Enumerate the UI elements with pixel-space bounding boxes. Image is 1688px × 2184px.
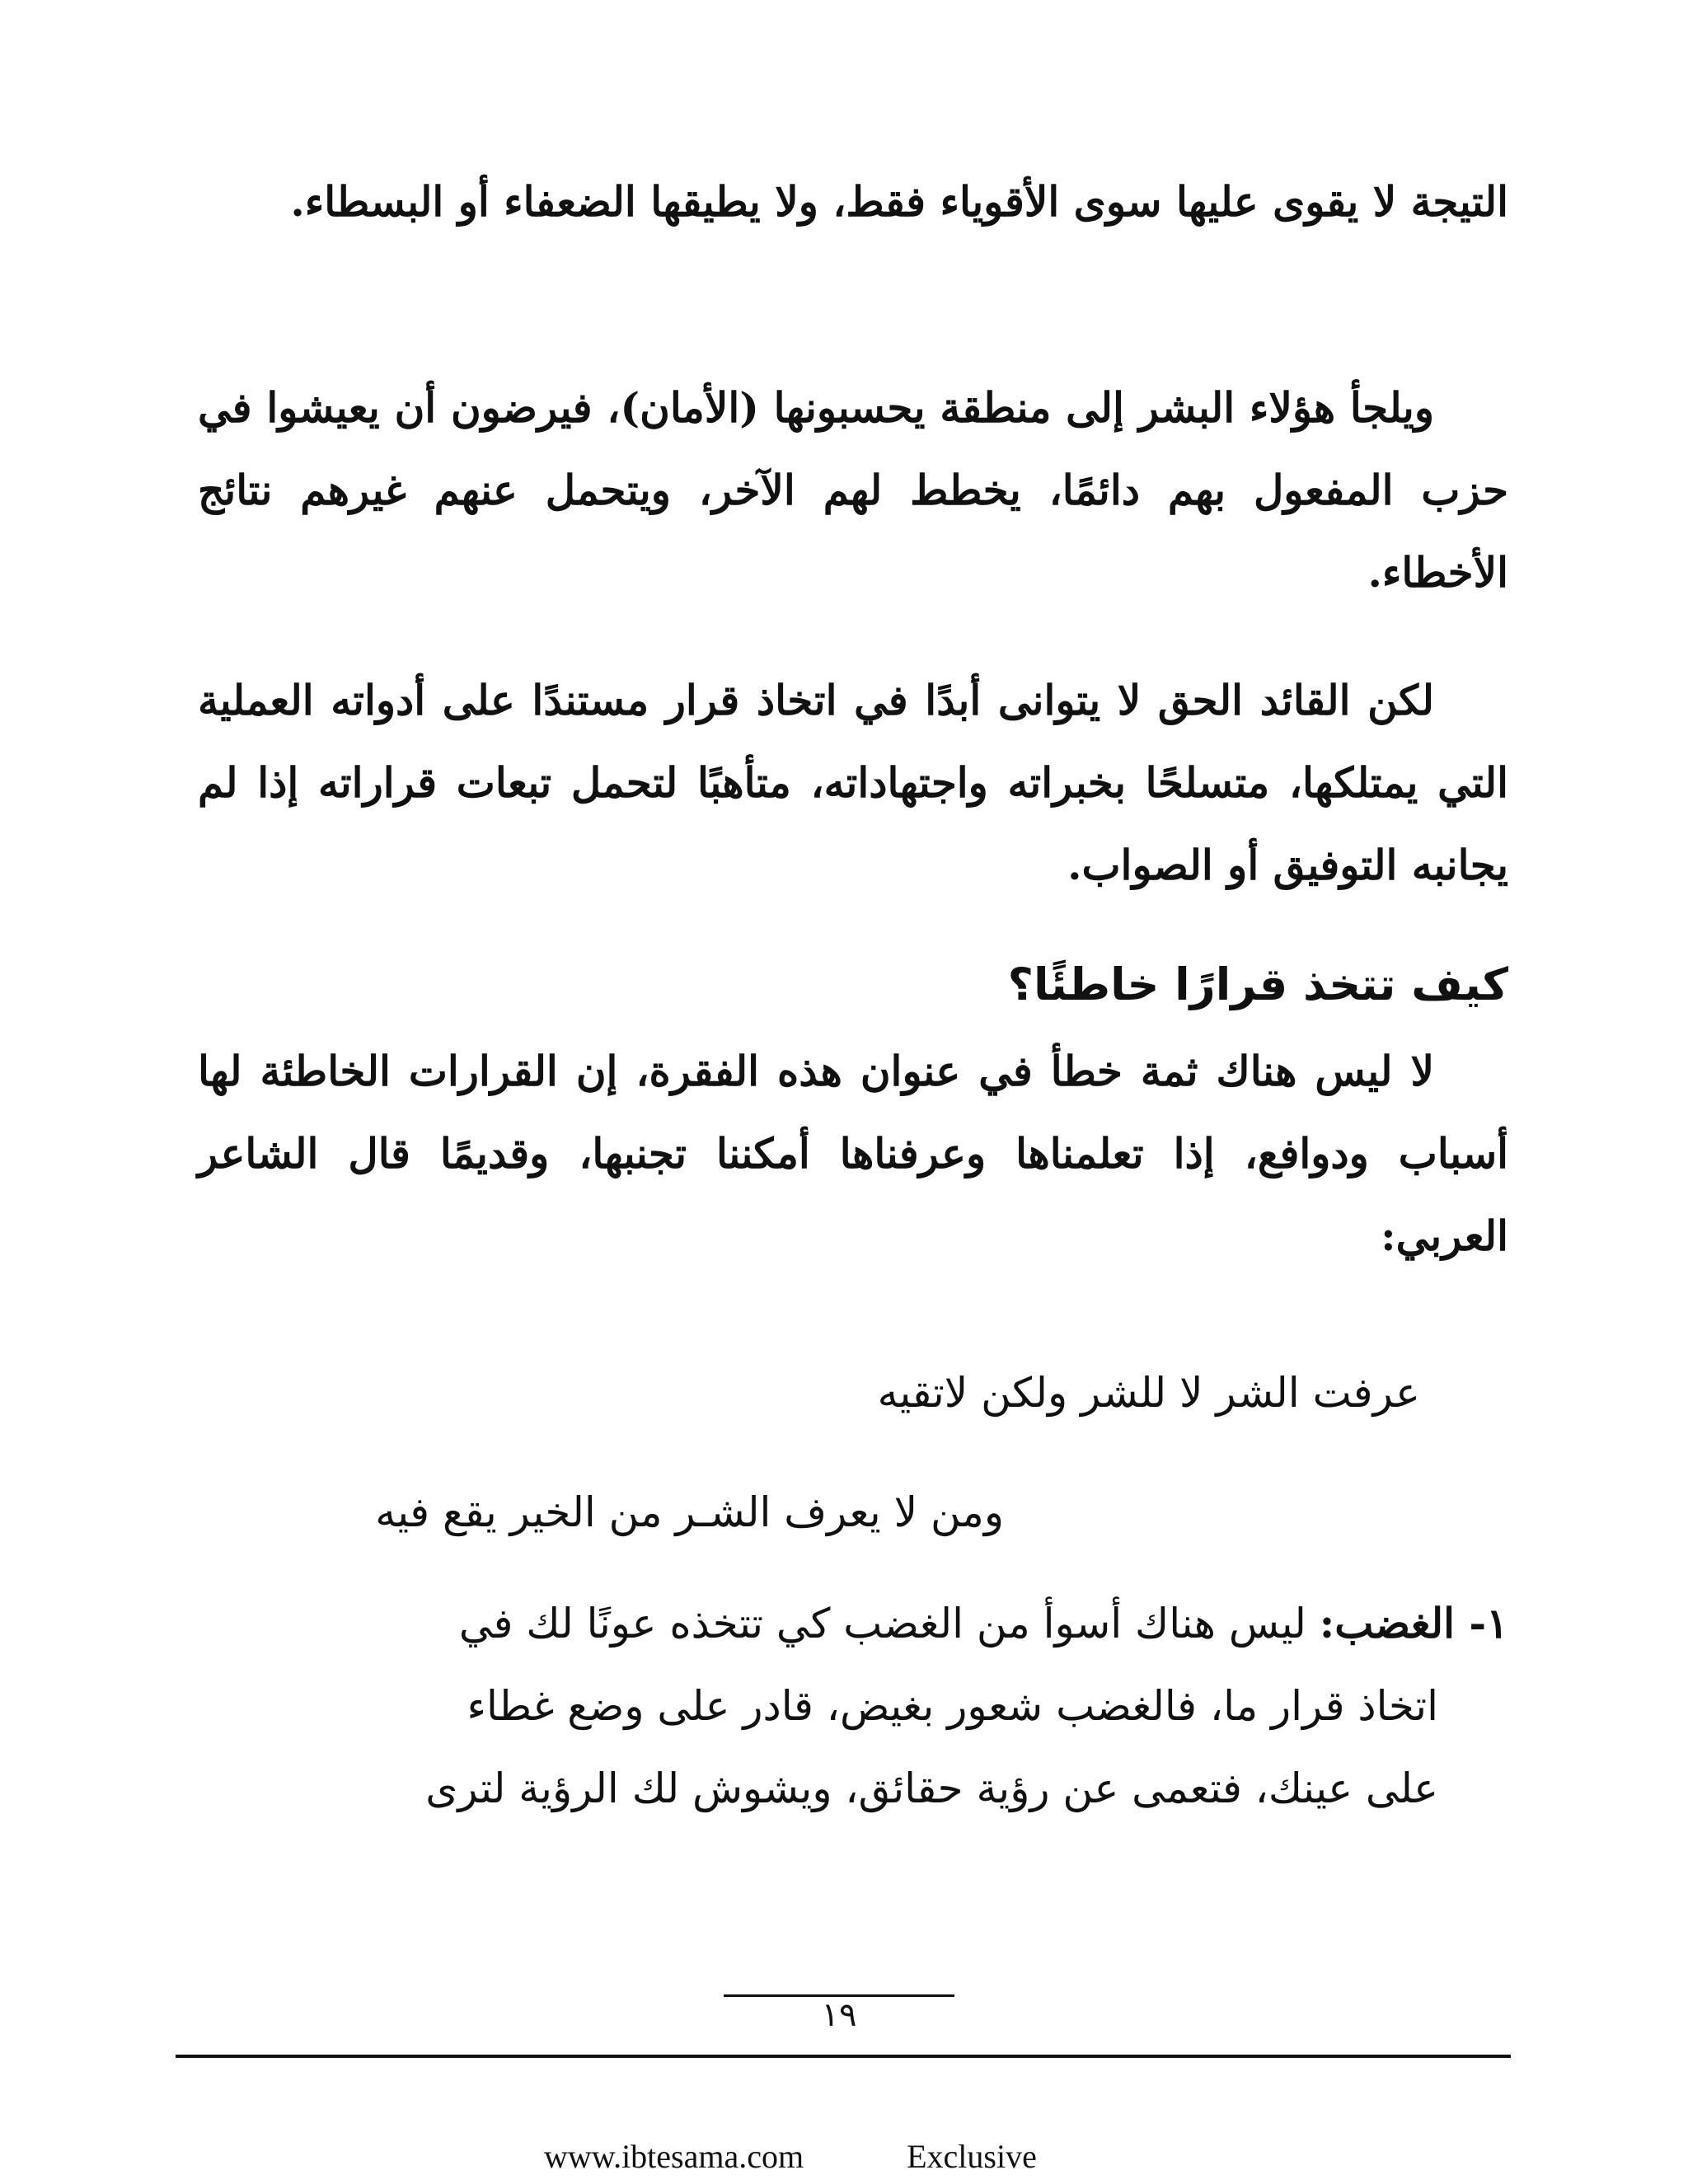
verse-line-1: عرفت الشر لا للشر ولكن لاتقيه (877, 1369, 1420, 1417)
list-item-line-1: ليس هناك أسوأ من الغضب كي تتخذه عونًا لك في (458, 1600, 1320, 1647)
list-item-line-2: اتخاذ قرار ما، فالغضب شعور بغيض، قادر على وضع غطاء (467, 1682, 1438, 1730)
footer-rule (176, 2055, 1511, 2058)
paragraph-safety-zone: ويلجأ هؤلاء البشر إلى منطقة يحسبونها (الأمان)، فيرضون أن يعيشوا في حزب المفعول بهم دائمًا، يخطط لهم الآخر، ويتحمل عنهم غيرهم نتائج الأخطاء. (198, 383, 1508, 597)
footer-label: Exclusive (907, 2138, 1037, 2175)
paragraph-true-leader: لكن القائد الحق لا يتوانى أبدًا في اتخاذ قرار مستندًا على أدواته العملية التي يمتلكها، متسلحًا بخبراته واجتهاداته، متأهبًا لتحمل تبعات قراراته إذا لم يجانبه التوفيق أو الصواب. (198, 676, 1508, 889)
footer-site: www.ibtesama.com (544, 2138, 804, 2175)
verse-line-2: ومن لا يعرف الشـر من الخير يقع فيه (375, 1488, 1004, 1536)
list-item-number: ١- (1454, 1599, 1508, 1647)
list-item-line-3: على عينك، فتعمى عن رؤية حقائق، ويشوش لك الرؤية لترى (425, 1765, 1438, 1812)
page-number: ١٩ (821, 1996, 857, 2034)
footer (544, 2136, 1037, 2177)
paragraph-wrong-decisions: لا ليس هناك ثمة خطأ في عنوان هذه الفقرة، إن القرارات الخاطئة لها أسباب ودوافع، إذا تعلمناها وعرفناها أمكننا تجنبها، وقديمًا قال الشاعر العربي: (198, 1047, 1508, 1260)
paragraph-continuation: التيجة لا يقوى عليها سوى الأقوياء فقط، ولا يطيقها الضعفاء أو البسطاء. (290, 177, 1508, 226)
list-item-term: الغضب: (1319, 1599, 1455, 1647)
section-heading: كيف تتخذ قرارًا خاطئًا؟ (1007, 958, 1508, 1010)
list-item-anger (198, 1582, 1508, 1830)
